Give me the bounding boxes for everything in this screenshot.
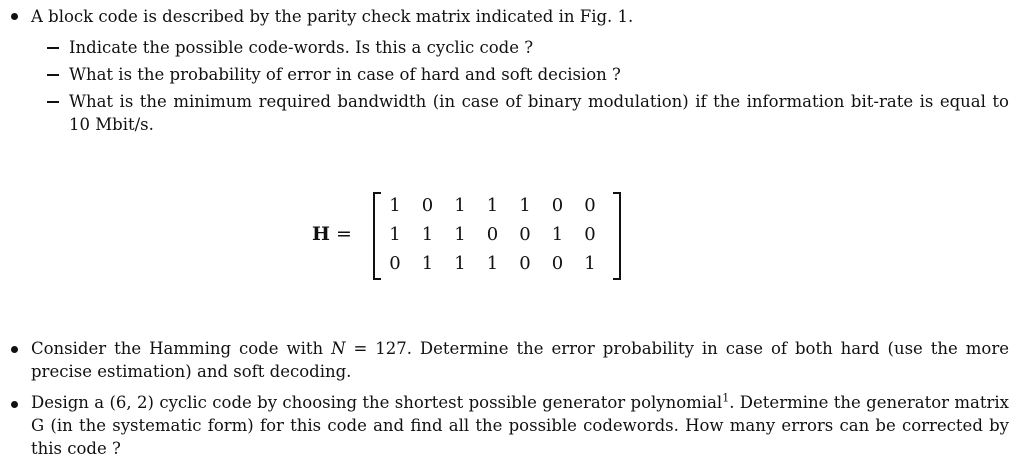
problem-1-subitem-3-cont: 10 Mbit/s. bbox=[69, 115, 154, 134]
matrix-cell: 0 bbox=[389, 253, 401, 274]
problem-1-subitem-3: What is the minimum required bandwidth (in case of binary modulation) if the information bit-rate is equal to bbox=[69, 92, 1009, 111]
matrix-cell: 0 bbox=[584, 224, 596, 245]
bullet-point bbox=[11, 13, 18, 20]
matrix-cell: 0 bbox=[584, 195, 596, 216]
problem-1-subitem-2: What is the probability of error in case of hard and soft decision ? bbox=[69, 65, 621, 84]
problem-3-line-2: G (in the systematic form) for this code and find all the possible codewords. How many errors can be corrected by bbox=[31, 416, 1009, 435]
matrix-cell: 0 bbox=[486, 224, 499, 245]
matrix-label: H bbox=[312, 223, 330, 245]
problem-2-line-2: precise estimation) and soft decoding. bbox=[31, 362, 352, 381]
matrix-cell: 1 bbox=[486, 195, 499, 216]
left-bracket bbox=[373, 192, 381, 280]
matrix-cell: 0 bbox=[519, 253, 531, 274]
footnote-marker: 1 bbox=[722, 391, 730, 405]
matrix-cell: 1 bbox=[551, 224, 564, 245]
problem-3-text-a: Design a (6, 2) cyclic code by choosing the shortest possible generator polynomial bbox=[31, 393, 723, 412]
problem-1-subitem-1: Indicate the possible code-words. Is this a cyclic code ? bbox=[69, 38, 534, 57]
problem-2-text-b: = 127. Determine the error probability in case of both hard (use the more bbox=[353, 339, 1009, 358]
matrix-cell: 1 bbox=[519, 195, 531, 216]
matrix-cell: 1 bbox=[421, 253, 434, 274]
matrix-cell: 0 bbox=[421, 195, 434, 216]
dash-marker bbox=[47, 47, 59, 49]
parity-check-matrix bbox=[312, 192, 632, 282]
matrix-cell: 1 bbox=[421, 224, 434, 245]
problem-2-text-a: Consider the Hamming code with bbox=[31, 339, 324, 358]
problem-3-line-1 bbox=[31, 391, 1009, 414]
matrix-cell: 1 bbox=[454, 224, 466, 245]
equals-sign: = bbox=[336, 223, 352, 245]
dash-marker bbox=[47, 74, 59, 76]
right-bracket bbox=[613, 192, 621, 280]
matrix-cell: 0 bbox=[551, 195, 564, 216]
problem-3-text-b: . Determine the generator matrix bbox=[729, 393, 1009, 412]
matrix-cell: 1 bbox=[454, 253, 466, 274]
matrix-cell: 1 bbox=[584, 253, 596, 274]
matrix-cell: 1 bbox=[486, 253, 499, 274]
bullet-point bbox=[11, 401, 18, 408]
problem-3-line-3: this code ? bbox=[31, 439, 121, 458]
problem-1-text: A block code is described by the parity check matrix indicated in Fig. 1. bbox=[31, 7, 634, 26]
matrix-cell: 1 bbox=[389, 224, 401, 245]
dash-marker bbox=[47, 101, 59, 103]
matrix-cell: 0 bbox=[551, 253, 564, 274]
matrix-cell: 1 bbox=[389, 195, 401, 216]
matrix-cell: 0 bbox=[519, 224, 531, 245]
matrix-cell: 1 bbox=[454, 195, 466, 216]
problem-2-variable: N bbox=[331, 339, 346, 358]
problem-2-line-1 bbox=[31, 337, 1009, 360]
bullet-point bbox=[11, 346, 18, 353]
